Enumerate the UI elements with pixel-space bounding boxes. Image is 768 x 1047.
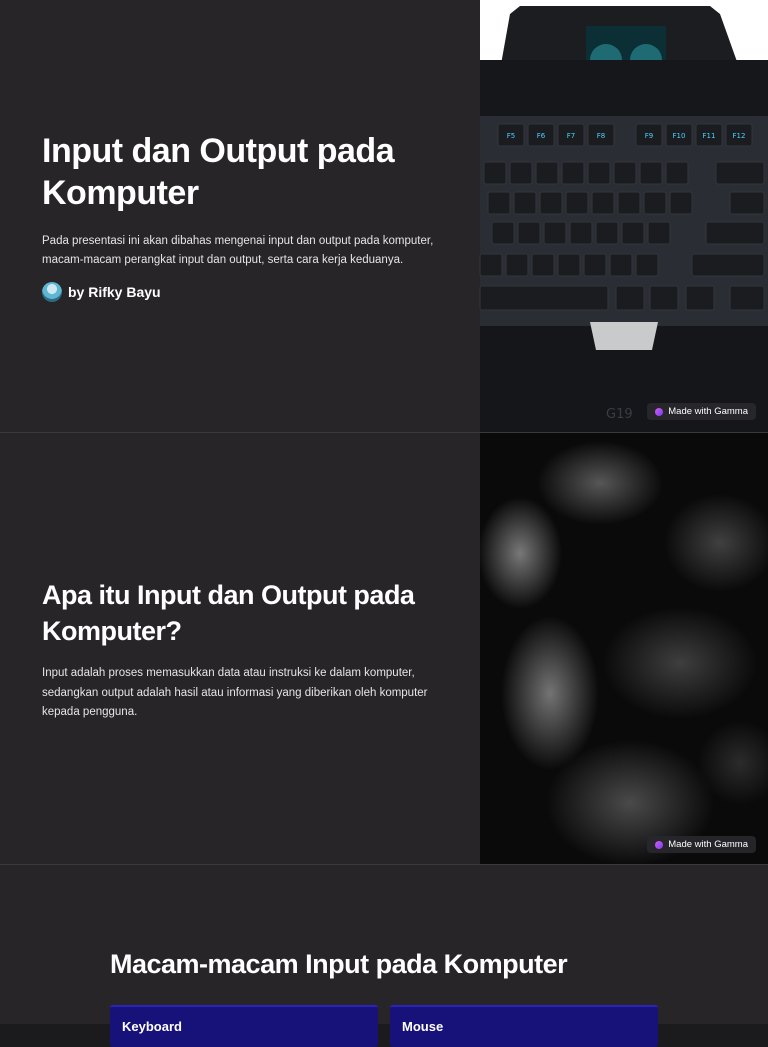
key-f10: F10 [672, 132, 686, 140]
key-f6: F6 [536, 132, 546, 140]
badge-label: Made with Gamma [668, 839, 748, 850]
slide-title [0, 0, 768, 432]
card-mouse [390, 1005, 658, 1047]
key-f9: F9 [644, 132, 654, 140]
author [42, 282, 161, 302]
made-with-gamma-badge[interactable] [647, 403, 756, 420]
keyboard-photo-icon [480, 0, 768, 432]
keyboard-image [480, 0, 768, 432]
key-f8: F8 [596, 132, 606, 140]
slide2-description: Input adalah proses memasukkan data atau instruksi ke dalam komputer, sedangkan output adalah hasil atau informasi yang diberikan oleh komputer kepada pengguna. [42, 667, 428, 718]
slide-input-types [0, 864, 768, 1034]
card-label: Mouse [402, 1019, 444, 1034]
slide1-description: Pada presentasi ini akan dibahas mengenai input dan output pada komputer, macam-macam perangkat input dan output, serta cara kerja keduanya. [42, 235, 434, 266]
card-keyboard [110, 1005, 378, 1047]
slide3-title: Macam-macam Input pada Komputer [110, 949, 568, 979]
gamma-logo-icon [655, 408, 663, 416]
made-with-gamma-badge[interactable] [647, 836, 756, 853]
author-name: by Rifky Bayu [68, 284, 161, 300]
key-f12: F12 [732, 132, 746, 140]
key-f5: F5 [506, 132, 516, 140]
brand-text: G19 [606, 407, 633, 422]
avatar-icon [42, 282, 62, 302]
gamma-logo-icon [655, 841, 663, 849]
key-f7: F7 [566, 132, 576, 140]
slide1-title: Input dan Output pada Komputer [42, 132, 395, 212]
smoke-image [480, 433, 768, 865]
card-label: Keyboard [122, 1019, 182, 1034]
slide-definition [0, 432, 768, 864]
key-f11: F11 [702, 132, 716, 140]
badge-label: Made with Gamma [668, 406, 748, 417]
slide2-title: Apa itu Input dan Output pada Komputer? [42, 580, 415, 646]
